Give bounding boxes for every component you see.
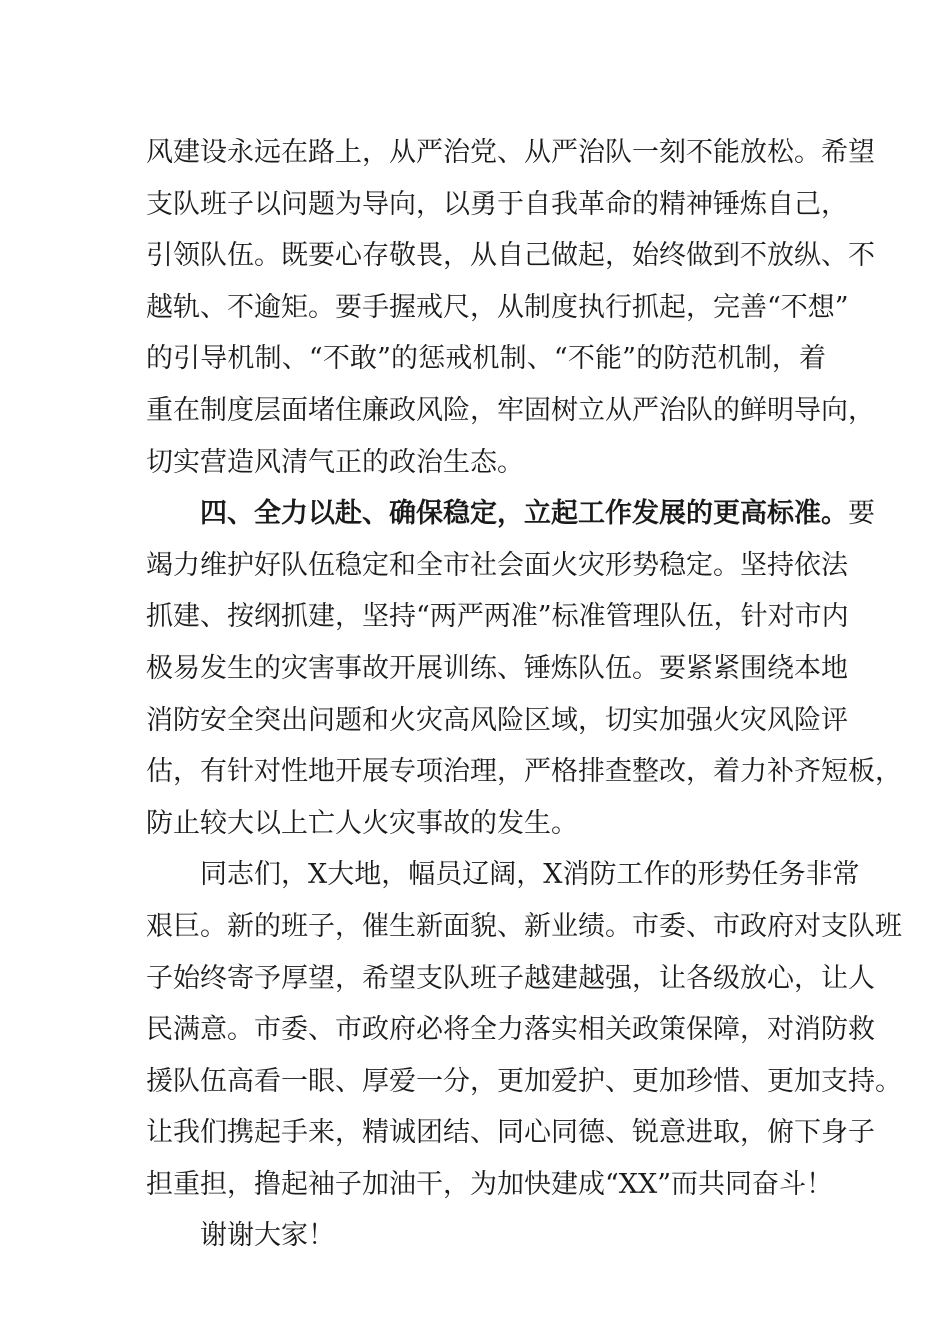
paragraph-line: 民满意。市委、市政府必将全力落实相关政策保障，对消防救 <box>146 1014 875 1046</box>
paragraph-line: 担重担，撸起袖子加油干，为加快建成“XX”而共同奋斗！ <box>146 1168 834 1200</box>
paragraph-line: 风建设永远在路上，从严治党、从严治队一刻不能放松。希望 <box>146 137 875 168</box>
paragraph-line: 支队班子以问题为导向，以勇于自我革命的精神锤炼自己， <box>146 188 848 220</box>
paragraph-line: 的引导机制、“不敢”的惩戒机制、“不能”的防范机制，着 <box>146 343 826 375</box>
section-4-first-line <box>146 488 875 540</box>
paragraph-line: 抓建、按纲抓建，坚持“两严两准”标准管理队伍，针对市内 <box>146 601 849 633</box>
paragraph-line: 让我们携起手来，精诚团结、同心同德、锐意进取，俯下身子 <box>146 1117 875 1149</box>
paragraph-line: 越轨、不逾矩。要手握戒尺，从制度执行抓起，完善“不想” <box>146 291 849 323</box>
paragraph-line: 子始终寄予厚望，希望支队班子越建越强，让各级放心，让人 <box>146 962 875 994</box>
paragraph-line: 极易发生的灾害事故开展训练、锤炼队伍。要紧紧围绕本地 <box>146 652 848 684</box>
paragraph-line: 估，有针对性地开展专项治理，严格排查整改，着力补齐短板， <box>146 756 902 788</box>
section-4-first-line-text: 要 <box>848 498 875 530</box>
paragraph-line: 艰巨。新的班子，催生新面貌、新业绩。市委、市政府对支队班 <box>146 910 902 942</box>
paragraph-line: 重在制度层面堵住廉政风险，牢固树立从严治队的鲜明导向， <box>146 394 875 426</box>
section-4-heading: 四、全力以赴、确保稳定，立起工作发展的更高标准。 <box>200 498 848 530</box>
paragraph-line: 援队伍高看一眼、厚爱一分，更加爱护、更加珍惜、更加支持。 <box>146 1065 902 1097</box>
thanks-line: 谢谢大家！ <box>200 1220 335 1252</box>
paragraph-line: 防止较大以上亡人火灾事故的发生。 <box>146 807 578 839</box>
document-body <box>146 127 902 1262</box>
paragraph-line: 同志们，X大地，幅员辽阔，X消防工作的形势任务非常 <box>200 859 860 891</box>
paragraph-line: 切实营造风清气正的政治生态。 <box>146 446 524 478</box>
paragraph-line: 引领队伍。既要心存敬畏，从自己做起，始终做到不放纵、不 <box>146 240 875 272</box>
paragraph-line: 竭力维护好队伍稳定和全市社会面火灾形势稳定。坚持依法 <box>146 549 848 581</box>
paragraph-line: 消防安全突出问题和火灾高风险区域，切实加强火灾风险评 <box>146 704 848 736</box>
